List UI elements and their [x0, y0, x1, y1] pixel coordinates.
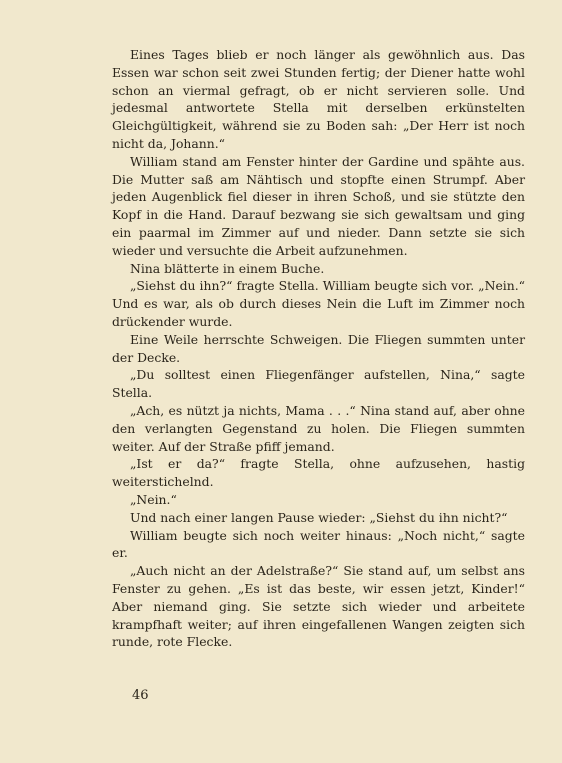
paragraph-9: „Nein.“	[130, 491, 177, 507]
paragraph-4: „Siehst du ihn?“ fragte Stella. William beugte sich vor. „Nein.“ Und es war, als ob durch dieses Nein die Luft im Zimmer noch drückender wurde.	[112, 278, 525, 329]
paragraph-6: „Du solltest einen Fliegenfänger aufstellen, Nina,“ sagte Stella.	[112, 367, 525, 401]
paragraph-7: „Ach, es nützt ja nichts, Mama . . .“ Nina stand auf, aber ohne den verlangten Gegenstand zu holen. Die Fliegen summten weiter. Auf der Straße pfiff jemand.	[112, 402, 525, 454]
paragraph-12: „Auch nicht an der Adelstraße?“ Sie stand auf, um selbst ans Fenster zu gehen. „Es ist das beste, wir essen jetzt, Kinder!“ Aber niemand ging. Sie setzte sich wieder und arbeitete krampfhaft weiter; auf ihren eingefallenen Wangen zeigten sich runde, rote Flecke.	[112, 563, 525, 650]
paragraph-11: William beugte sich noch weiter hinaus: „Noch nicht,“ sagte er.	[112, 527, 525, 561]
paragraph-8: „Ist er da?“ fragte Stella, ohne aufzusehen, hastig weiterstichelnd.	[112, 456, 525, 490]
paragraph-10: Und nach einer langen Pause wieder: „Siehst du ihn nicht?“	[130, 509, 508, 525]
paragraph-3: Nina blätterte in einem Buche.	[130, 260, 325, 276]
paragraph-5: Eine Weile herrschte Schweigen. Die Fliegen summten unter der Decke.	[112, 331, 525, 365]
page-number: 46	[132, 688, 149, 703]
text-body	[112, 46, 525, 651]
paragraph-1: Eines Tages blieb er noch länger als gewöhnlich aus. Das Essen war schon seit zwei Stunden fertig; der Diener hatte wohl schon an viermal gefragt, ob er nicht servieren solle. Und jedesmal antwortete Stella mit derselben erkünstelten Gleichgültigkeit, während sie zu Boden sah: „Der Herr ist noch nicht da, Johann.“	[112, 47, 525, 151]
paragraph-2: William stand am Fenster hinter der Gardine und spähte aus. Die Mutter saß am Nähtisch und stopfte einen Strumpf. Aber jeden Augenblick fiel dieser in ihren Schoß, und sie stützte den Kopf in die Hand. Darauf bezwang sie sich gewaltsam und ging ein paarmal im Zimmer auf und nieder. Dann setzte sie sich wieder und versuchte die Arbeit aufzunehmen.	[112, 153, 525, 258]
